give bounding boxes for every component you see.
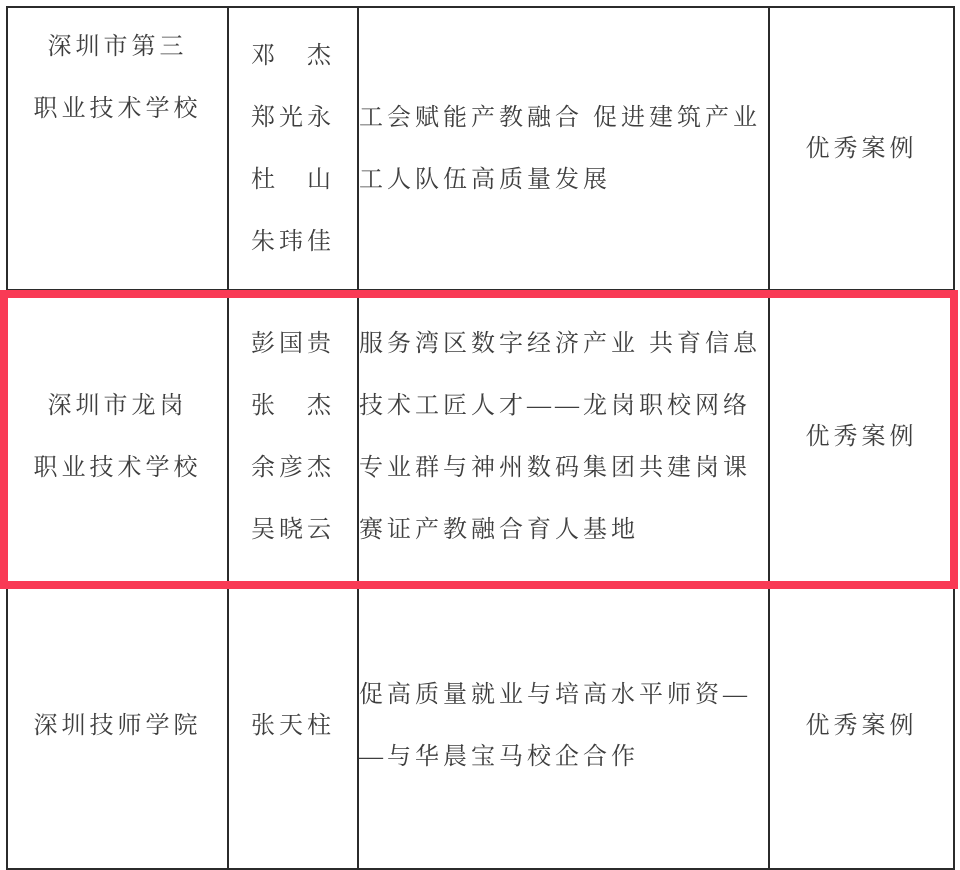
- school-cell: [7, 7, 228, 290]
- award-cell: [769, 7, 954, 290]
- member-name: 朱玮佳: [251, 228, 335, 255]
- award-label: 优秀案例: [805, 423, 918, 450]
- award-cell: [769, 290, 954, 583]
- member-name: 邓 杰: [251, 42, 335, 69]
- school-name: [8, 695, 227, 757]
- names-cell: [228, 7, 358, 290]
- member-name: 杜 山: [251, 166, 335, 193]
- table-row: [7, 7, 954, 290]
- school-cell: [7, 583, 228, 869]
- names-cell: [228, 290, 358, 583]
- member-name: 张天柱: [251, 713, 335, 739]
- project-title-line: 促高质量就业与培高水平师资—: [359, 682, 751, 708]
- school-cell: [7, 290, 228, 583]
- project-cell: [358, 7, 769, 290]
- project-title-line: 服务湾区数字经济产业 共育信息: [359, 330, 761, 357]
- names-cell: [228, 583, 358, 869]
- awards-table: [6, 6, 955, 870]
- school-name-line: 深圳技师学院: [33, 713, 202, 739]
- project-cell: [358, 583, 769, 869]
- member-names: [229, 313, 357, 561]
- award-label: 优秀案例: [805, 713, 918, 739]
- member-name: 郑光永: [251, 104, 335, 131]
- member-names: [229, 25, 357, 273]
- project-title: [359, 313, 768, 561]
- member-name: 彭国贵: [251, 330, 335, 357]
- table-row-highlighted: [7, 290, 954, 583]
- school-name-line: 深圳市第三: [47, 34, 188, 60]
- award-cell: [769, 583, 954, 869]
- school-name: [8, 8, 227, 140]
- project-title: [359, 664, 768, 788]
- project-title: [359, 87, 768, 211]
- project-cell: [358, 290, 769, 583]
- project-title-line: 专业群与神州数码集团共建岗课: [359, 454, 751, 481]
- member-names: [229, 695, 357, 757]
- award-label: 优秀案例: [805, 135, 918, 162]
- school-name: [8, 375, 227, 499]
- project-title-line: 技术工匠人才——龙岗职校网络: [359, 392, 751, 419]
- project-title-line: 赛证产教融合育人基地: [359, 516, 639, 543]
- project-title-line: 工人队伍高质量发展: [359, 166, 611, 193]
- member-name: 张 杰: [251, 392, 335, 419]
- table-row: [7, 583, 954, 869]
- school-name-line: 职业技术学校: [33, 96, 202, 122]
- project-title-line: 工会赋能产教融合 促进建筑产业: [359, 104, 761, 131]
- school-name-line: 深圳市龙岗: [47, 392, 188, 419]
- project-title-line: —与华晨宝马校企合作: [359, 744, 639, 770]
- member-name: 吴晓云: [251, 516, 335, 543]
- school-name-line: 职业技术学校: [33, 454, 202, 481]
- member-name: 余彦杰: [251, 454, 335, 481]
